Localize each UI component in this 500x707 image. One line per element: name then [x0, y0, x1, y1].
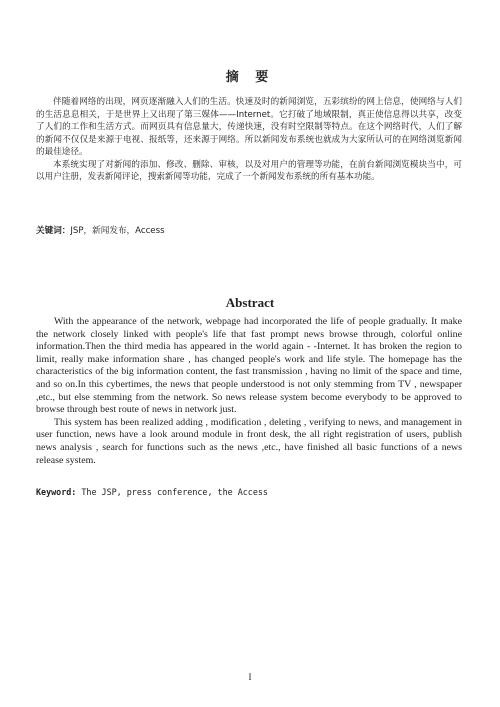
- chinese-abstract-title: 摘 要: [225, 70, 275, 85]
- english-abstract-body: [36, 316, 462, 467]
- english-keywords-value: The JSP, press conference, the Access: [76, 487, 268, 497]
- english-paragraph-1: With the appearance of the network, webpage had incorporated the life of people gradually. It make the network closely linked with people's life that fast prompt news browse through, colorful online information.Then the third media has appeared in the world again - -Internet. It has broken the region to limit, really make information share , has changed people's work and life style. The homepage has the characteristics of the big information content, the fast transmission , having no limit of the space and time, and so on.In this cybertimes, the news that people understood is not only stemming from TV , newspaper ,etc., but else stemming from the network. So news release system become everybody to be approved to browse through best route of news in network just.: [36, 316, 462, 416]
- chinese-paragraph-1: 伴随着网络的出现，网页逐渐融入人们的生活。快速及时的新闻浏览，五彩缤纷的网上信息，使网络与人们的生活息息相关，于是世界上又出现了第三媒体——Internet。它打破了地域限制，真正使信息得以共享，改变了人们的工作和生活方式。而网页具有信息量大，传递快速，没有时空限制等特点。在这个网络时代，人们了解的新闻不仅仅是来源于电视、报纸等，还来源于网络。所以新闻发布系统也就成为大家所认可的在网络浏览新闻的最佳途径。: [36, 97, 462, 157]
- chinese-keywords: [36, 224, 462, 236]
- english-abstract-title: Abstract: [225, 295, 275, 310]
- chinese-abstract-body: [36, 96, 462, 184]
- chinese-keywords-value: JSP，新闻发布，Access: [70, 226, 165, 236]
- page-number: I: [248, 672, 252, 682]
- chinese-keywords-label: 关键词：: [36, 226, 71, 236]
- chinese-paragraph-2: 本系统实现了对新闻的添加、修改、删除、审核，以及对用户的管理等功能，在前台新闻浏览模块当中，可以用户注册，发表新闻评论，搜索新闻等功能，完成了一个新闻发布系统的所有基本功能。: [36, 159, 462, 182]
- english-keywords-label: Keyword:: [36, 487, 77, 497]
- english-paragraph-2: This system has been realized adding , modification , deleting , verifying to news, and management in user function, news have a look around module in front desk, the all right registration of users, publish news analysis , search for functions such as the news ,etc., have finished all basic functions of a news release system.: [36, 416, 462, 466]
- english-keywords: [36, 487, 462, 497]
